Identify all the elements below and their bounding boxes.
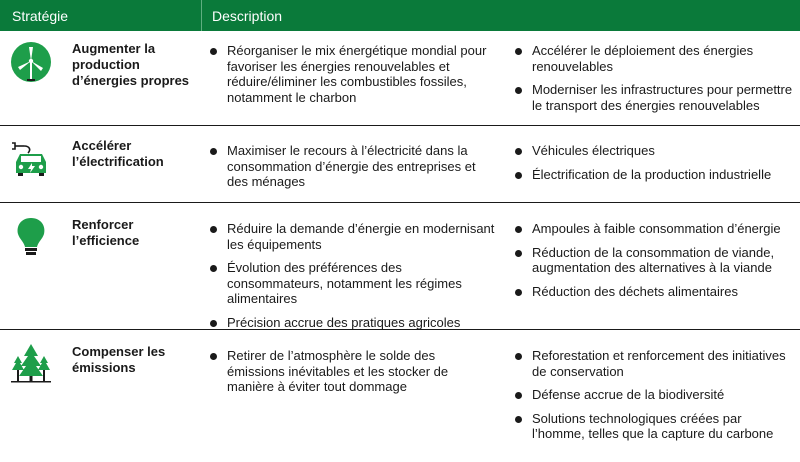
bullet-icon (515, 172, 522, 179)
list-item: Défense accrue de la biodiversité (515, 387, 795, 403)
table-header (0, 0, 800, 31)
bullet-icon (515, 148, 522, 155)
electric-car-icon (10, 136, 52, 178)
row-title: Accélérer l’électrification (72, 138, 164, 169)
header-strategy: Stratégie (12, 8, 69, 24)
bullet-icon (515, 289, 522, 296)
bullet-icon (210, 265, 217, 272)
list-item: Accélérer le déploiement des énergies renouvelables (515, 43, 795, 74)
list-item: Moderniser les infrastructures pour permettre le transport des énergies renouvelables (515, 82, 795, 113)
list-item: Réduction de la consommation de viande, augmentation des alternatives à la viande (515, 245, 795, 276)
list-item: Réorganiser le mix énergétique mondial pour favoriser les énergies renouvelables et réduire/éliminer les combustibles fossiles, notamment le charbon (210, 43, 495, 105)
bullet-icon (210, 226, 217, 233)
table-row (0, 203, 800, 330)
list-item: Électrification de la production industrielle (515, 167, 795, 183)
bullet-icon (210, 353, 217, 360)
table-row (0, 330, 800, 462)
table-row (0, 126, 800, 203)
description-list-left (210, 143, 495, 198)
list-item: Réduire la demande d’énergie en modernisant les équipements (210, 221, 495, 252)
description-list-right (515, 43, 795, 121)
forest-icon (10, 342, 52, 384)
bullet-icon (515, 416, 522, 423)
list-item: Retirer de l’atmosphère le solde des émissions inévitables et les stocker de manière à éviter tout dommage (210, 348, 495, 395)
list-item: Maximiser le recours à l’électricité dans la consommation d’énergie des entreprises et des ménages (210, 143, 495, 190)
wind-turbine-icon (10, 41, 52, 83)
list-item: Reforestation et renforcement des initiatives de conservation (515, 348, 795, 379)
list-item: Véhicules électriques (515, 143, 795, 159)
bullet-icon (515, 392, 522, 399)
bullet-icon (515, 226, 522, 233)
bullet-icon (210, 320, 217, 327)
list-item: Précision accrue des pratiques agricoles (210, 315, 495, 331)
header-divider (201, 0, 202, 31)
description-list-left (210, 43, 495, 113)
table-row (0, 31, 800, 126)
description-list-left (210, 221, 495, 338)
row-title: Renforcer l’efficience (72, 217, 140, 248)
list-item: Réduction des déchets alimentaires (515, 284, 795, 300)
bullet-icon (515, 87, 522, 94)
list-item: Évolution des préférences des consommateurs, notamment les régimes alimentaires (210, 260, 495, 307)
header-description: Description (212, 8, 283, 24)
bullet-icon (210, 148, 217, 155)
light-bulb-icon (10, 215, 52, 257)
bullet-icon (515, 353, 522, 360)
row-title: Compenser les émissions (72, 344, 166, 375)
bullet-icon (515, 250, 522, 257)
description-list-right (515, 348, 795, 450)
description-list-right (515, 143, 795, 190)
bullet-icon (210, 48, 217, 55)
description-list-left (210, 348, 495, 403)
list-item: Ampoules à faible consommation d’énergie (515, 221, 795, 237)
row-title: Augmenter la production d’énergies propres (72, 41, 190, 88)
description-list-right (515, 221, 795, 307)
list-item: Solutions technologiques créées par l’homme, telles que la capture du carbone (515, 411, 795, 442)
bullet-icon (515, 48, 522, 55)
